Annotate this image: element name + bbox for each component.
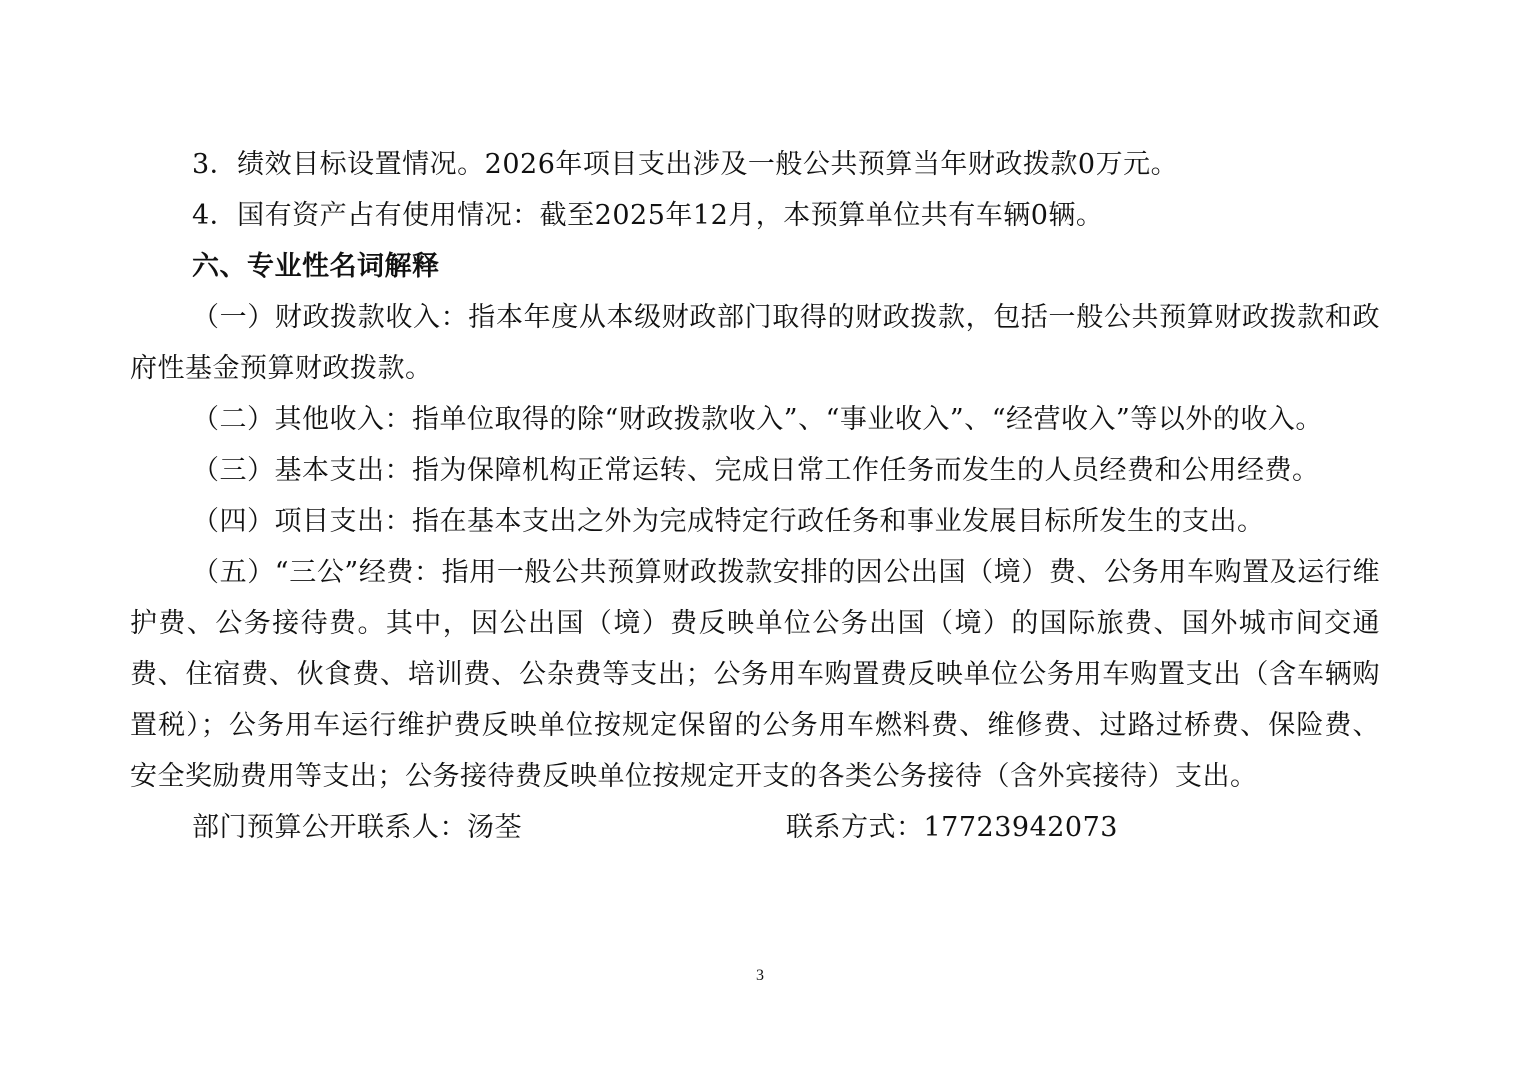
definition-basic-expenditure: （三）基本支出：指为保障机构正常运转、完成日常工作任务而发生的人员经费和公用经费。 [192, 455, 1320, 486]
contact-line [130, 802, 1380, 853]
definition-other-income: （二）其他收入：指单位取得的除“财政拨款收入”、“事业收入”、“经营收入”等以外的收入。 [192, 404, 1323, 435]
document-body [130, 139, 1380, 853]
contact-phone: 联系方式：17723942073 [786, 812, 1118, 843]
definition-fiscal-appropriation: （一）财政拨款收入：指本年度从本级财政部门取得的财政拨款，包括一般公共预算财政拨款和政府性基金预算财政拨款。 [130, 302, 1380, 384]
page-number: 3 [756, 967, 764, 984]
state-assets-paragraph: 4．国有资产占有使用情况：截至2025年12月，本预算单位共有车辆0辆。 [192, 200, 1104, 231]
performance-goal-paragraph: 3．绩效目标设置情况。2026年项目支出涉及一般公共预算当年财政拨款0万元。 [192, 149, 1179, 180]
definition-three-public-funds: （五）“三公”经费：指用一般公共预算财政拨款安排的因公出国（境）费、公务用车购置及运行维护费、公务接待费。其中，因公出国（境）费反映单位公务出国（境）的国际旅费、国外城市间交通费、住宿费、伙食费、培训费、公杂费等支出；公务用车购置费反映单位公务用车购置支出（含车辆购置税）；公务用车运行维护费反映单位按规定保留的公务用车燃料费、维修费、过路过桥费、保险费、安全奖励费用等支出；公务接待费反映单位按规定开支的各类公务接待（含外宾接待）支出。 [130, 557, 1380, 792]
section-heading: 六、专业性名词解释 [192, 251, 440, 282]
contact-person: 部门预算公开联系人：汤荃 [192, 812, 522, 843]
definition-project-expenditure: （四）项目支出：指在基本支出之外为完成特定行政任务和事业发展目标所发生的支出。 [192, 506, 1265, 537]
